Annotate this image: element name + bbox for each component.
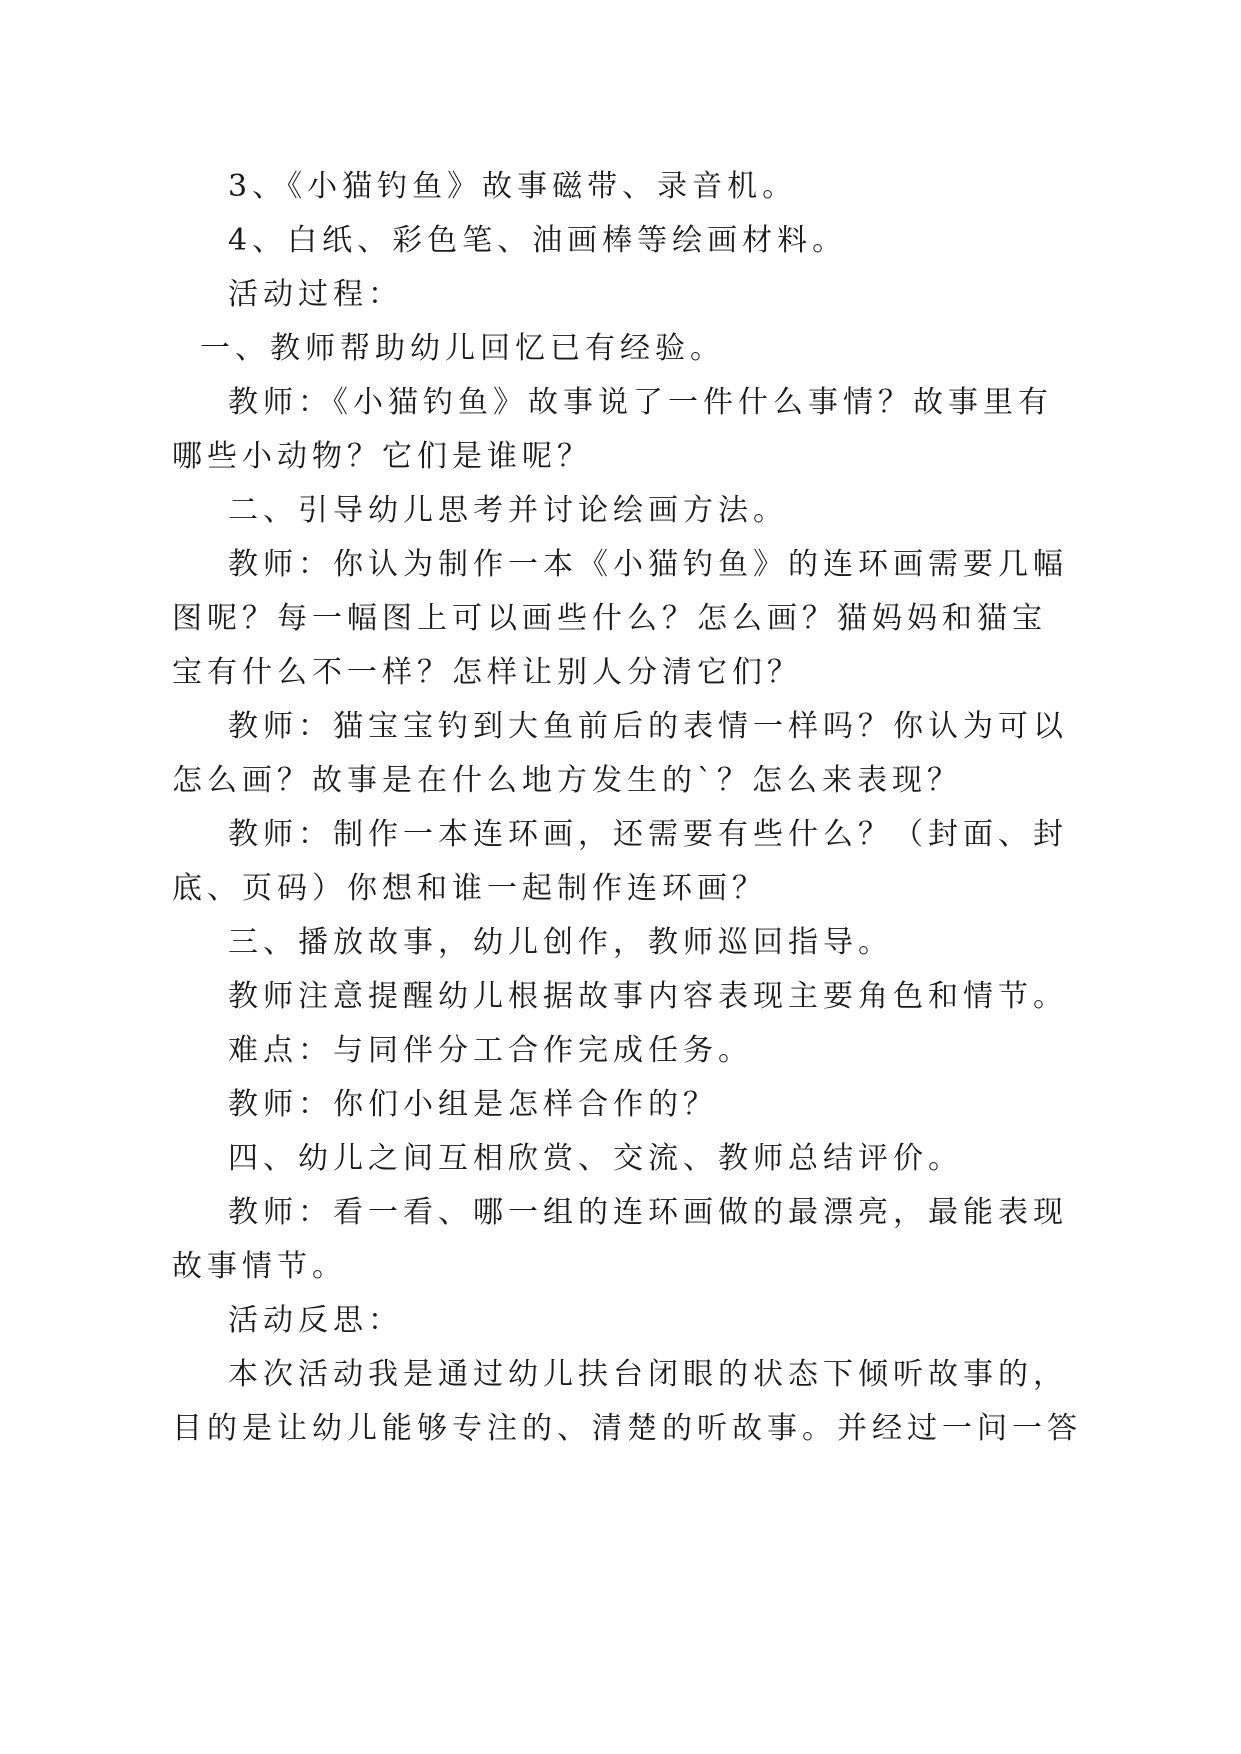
paragraph-line: 教师：看一看、哪一组的连环画做的最漂亮，最能表现 [228,1195,1068,1230]
paragraph-line: 教师：猫宝宝钓到大鱼前后的表情一样吗？你认为可以 [228,709,1068,744]
section-heading-process: 活动过程： [228,277,403,312]
paragraph-line: 怎么画？故事是在什么地方发生的`？怎么来表现？ [172,763,962,798]
paragraph-line: 故事情节。 [172,1249,347,1284]
step-heading-1: 一、教师帮助幼儿回忆已有经验。 [200,331,725,366]
paragraph-line: 难点：与同伴分工合作完成任务。 [228,1033,753,1068]
paragraph-line: 哪些小动物？它们是谁呢？ [172,439,592,474]
text-line-materials-3: 3、《小猫钓鱼》故事磁带、录音机。 [228,169,798,204]
section-heading-reflection: 活动反思： [228,1303,403,1338]
step-heading-4: 四、幼儿之间互相欣赏、交流、教师总结评价。 [228,1141,963,1176]
step-heading-3: 三、播放故事，幼儿创作，教师巡回指导。 [228,925,893,960]
paragraph-line: 底、页码）你想和谁一起制作连环画？ [172,871,767,906]
paragraph-line: 图呢？每一幅图上可以画些什么？怎么画？猫妈妈和猫宝 [172,601,1047,636]
step-heading-2: 二、引导幼儿思考并讨论绘画方法。 [228,493,788,528]
paragraph-line: 教师：《小猫钓鱼》故事说了一件什么事情？故事里有 [228,385,1053,420]
paragraph-line: 宝有什么不一样？怎样让别人分清它们？ [172,655,802,690]
text-line-materials-4: 4、白纸、彩色笔、油画棒等绘画材料。 [228,223,848,258]
paragraph-line: 本次活动我是通过幼儿扶台闭眼的状态下倾听故事的， [228,1357,1068,1392]
paragraph-line: 教师：你认为制作一本《小猫钓鱼》的连环画需要几幅 [228,547,1068,582]
paragraph-line: 教师注意提醒幼儿根据故事内容表现主要角色和情节。 [228,979,1068,1014]
paragraph-line: 教师：你们小组是怎样合作的？ [228,1087,718,1122]
paragraph-line: 教师：制作一本连环画，还需要有些什么？（封面、封 [228,817,1068,852]
paragraph-line: 目的是让幼儿能够专注的、清楚的听故事。并经过一问一答 [172,1411,1082,1446]
